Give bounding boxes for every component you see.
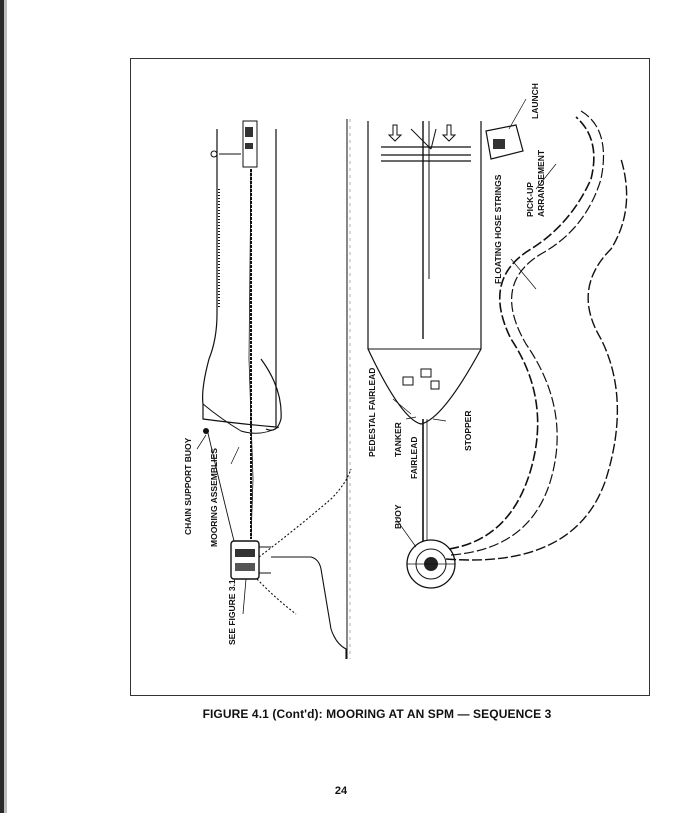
scan-edge-shadow <box>4 0 7 813</box>
anchor-leg-1 <box>259 469 351 557</box>
label-chain-support-buoy: CHAIN SUPPORT BUOY <box>183 437 193 535</box>
label-stopper: STOPPER <box>463 410 473 451</box>
hose-string-2 <box>451 111 604 555</box>
label-buoy: BUOY <box>393 504 403 529</box>
tanker-side-hull <box>203 129 276 427</box>
bow-wave <box>261 359 281 430</box>
seabed-profile <box>271 557 346 659</box>
label-fairlead: FAIRLEAD <box>409 436 419 479</box>
mooring-diagram <box>131 59 651 697</box>
label-tanker: TANKER <box>393 422 403 457</box>
label-floating-hose-strings: FLOATING HOSE STRINGS <box>493 174 503 284</box>
label-mooring-assemblies: MOORING ASSEMBLIES <box>209 448 219 547</box>
spm-buoy-plan <box>407 540 455 588</box>
tanker-plan-hull <box>368 121 481 424</box>
anchor-leg-2 <box>257 579 296 614</box>
caption-text: FIGURE 4.1 (Cont'd): MOORING AT AN SPM — SEQUENCE 3 <box>202 707 552 721</box>
hose-string-1 <box>449 117 594 549</box>
launch-boat <box>486 125 523 159</box>
chain-support-buoy <box>203 428 209 434</box>
spm-buoy-side <box>231 541 259 579</box>
label-pick-up: PICK-UP <box>525 182 535 217</box>
figure-frame <box>130 58 650 696</box>
hose-string-3 <box>446 159 627 560</box>
label-pedestal-fairlead: PEDESTAL FAIRLEAD <box>367 367 377 457</box>
label-launch: LAUNCH <box>530 83 540 119</box>
page-number: 24 <box>334 785 348 797</box>
arrow-marker-2 <box>443 125 455 141</box>
arrow-marker-1 <box>389 125 401 141</box>
label-arrangement: ARRANGEMENT <box>536 149 546 217</box>
label-see-figure: SEE FIGURE 3.1 <box>227 579 237 645</box>
figure-caption <box>0 707 682 721</box>
